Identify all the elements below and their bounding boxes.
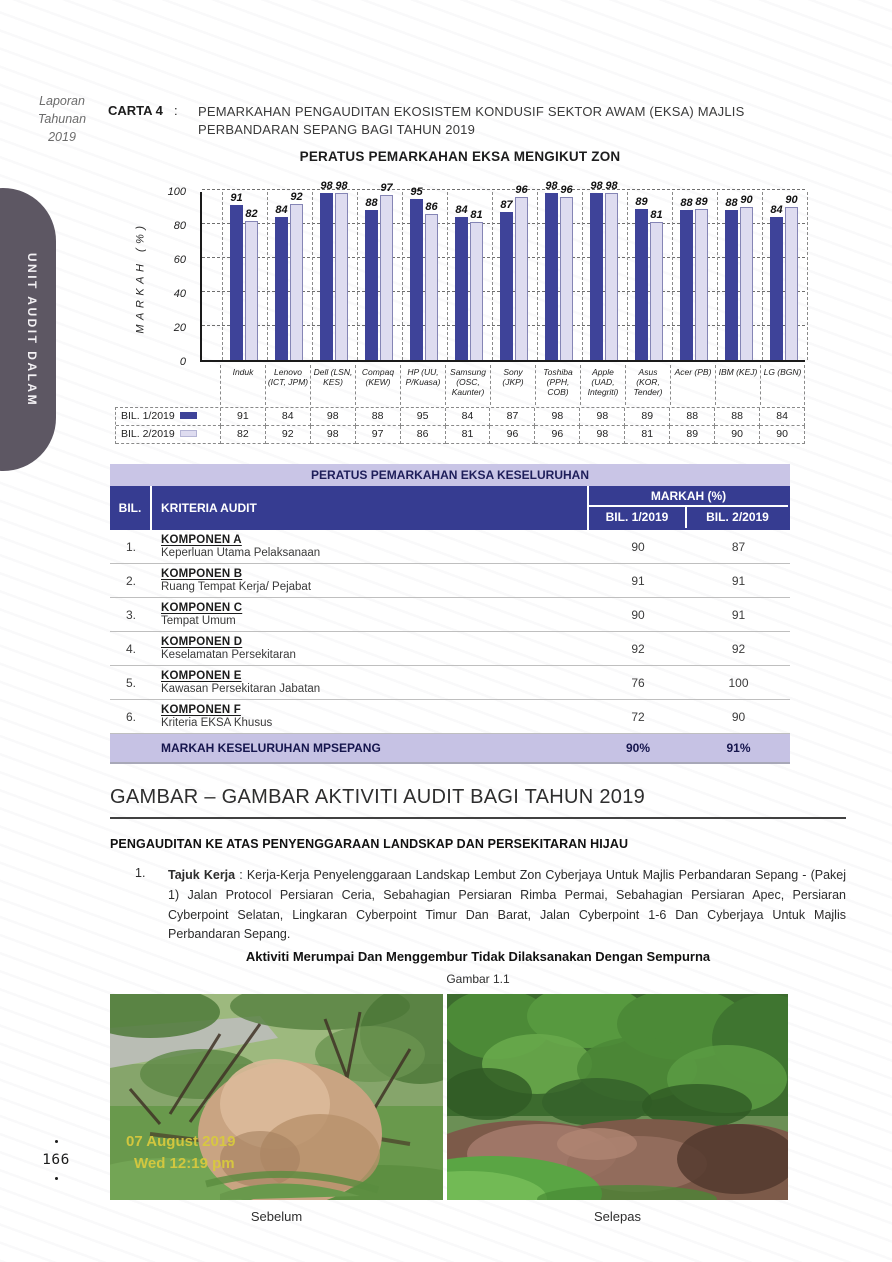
bar-group <box>762 192 807 360</box>
y-tick-label: 100 <box>167 186 186 198</box>
bar-value-label: 96 <box>560 183 573 196</box>
komponen-description: Ruang Tempat Kerja/ Pejabat <box>161 580 312 593</box>
bar-bil2 <box>380 195 393 360</box>
bar-value-label: 92 <box>290 190 303 203</box>
report-meta-line: Tahunan <box>37 112 87 127</box>
y-tick-label: 80 <box>173 220 186 232</box>
row-kriteria <box>152 666 589 699</box>
category-separator <box>807 192 808 360</box>
bar-value-label: 86 <box>425 200 438 213</box>
row-number: 2. <box>125 573 136 588</box>
legend-value-cell: 97 <box>356 426 401 444</box>
table-footer-row <box>110 734 790 764</box>
bar-bil1 <box>455 217 468 360</box>
komponen-title: KOMPONEN E <box>161 669 242 682</box>
chart-y-axis-ticks <box>158 186 192 368</box>
legend-value-cell: 84 <box>266 408 311 426</box>
work-item-number: 1. <box>135 866 146 880</box>
table-col-bil2: BIL. 2/2019 <box>706 510 769 524</box>
report-meta <box>20 92 104 146</box>
legend-value-cell: 98 <box>535 408 580 426</box>
bar-bil1 <box>770 217 783 360</box>
bar-group <box>717 192 762 360</box>
x-axis-category-label: Acer (PB) <box>670 365 715 405</box>
table-col-bil: BIL. <box>110 486 152 530</box>
legend-value-cell: 81 <box>446 426 491 444</box>
bar-bil2 <box>335 193 348 360</box>
legend-swatch-icon <box>180 430 197 437</box>
bil1-value: 90 <box>631 607 645 622</box>
komponen-title: KOMPONEN C <box>161 601 243 614</box>
photo-before-image <box>110 994 443 1200</box>
bar-group <box>627 192 672 360</box>
audit-summary-table <box>110 464 790 764</box>
bar-group <box>402 185 447 360</box>
legend-value-cell: 84 <box>760 408 805 426</box>
work-item-label: Tajuk Kerja <box>168 868 236 882</box>
komponen-description: Kawasan Persekitaran Jabatan <box>161 682 321 695</box>
bar-value-label: 88 <box>365 197 378 210</box>
legend-value-cell: 90 <box>760 426 805 444</box>
legend-value-cell: 88 <box>356 408 401 426</box>
bar-value-label: 90 <box>740 194 753 206</box>
table-subheader-row <box>589 507 788 528</box>
photo-before-caption: Sebelum <box>250 1209 303 1224</box>
bar-value-label: 84 <box>275 204 288 217</box>
bar-group <box>357 182 402 360</box>
bil1-value: 92 <box>631 641 645 656</box>
y-tick-label: 40 <box>173 288 186 300</box>
bar-bil2 <box>605 193 618 360</box>
bar-bil1 <box>500 212 513 360</box>
bar-bil2 <box>290 204 303 360</box>
bar-bil2 <box>470 222 483 360</box>
photo-timestamp-date: 07 August 2019 <box>126 1133 236 1150</box>
photo-after-caption: Selepas <box>594 1209 641 1224</box>
chart-legend-table <box>115 407 805 444</box>
bar-group <box>582 180 627 360</box>
komponen-title: KOMPONEN D <box>161 635 243 648</box>
chart-plot <box>200 180 805 362</box>
row-number: 3. <box>125 607 136 622</box>
bil2-value: 91 <box>731 573 746 588</box>
row-number: 1. <box>125 539 136 554</box>
section-subheading: PENGAUDITAN KE ATAS PENYENGGARAAN LANDSKAP DAN PERSEKITARAN HIJAU <box>110 837 629 851</box>
page-number-block <box>30 1140 82 1180</box>
bar-bil2 <box>560 197 573 360</box>
row-number: 6. <box>125 709 136 724</box>
bar-value-label: 98 <box>605 180 618 193</box>
bar-bil1 <box>365 210 378 360</box>
bil2-value: 100 <box>728 675 749 690</box>
bar-bil2 <box>695 209 708 360</box>
row-number: 5. <box>125 675 136 690</box>
table-row <box>110 530 790 564</box>
bil1-value: 91 <box>631 573 645 588</box>
table-footer-label: MARKAH KESELURUHAN MPSEPANG <box>161 741 381 755</box>
sidebar-tab <box>0 188 56 471</box>
legend-value-cell: 98 <box>311 426 356 444</box>
legend-value-cell: 87 <box>490 408 535 426</box>
y-tick-label: 60 <box>173 254 186 266</box>
legend-value-cell: 98 <box>580 426 625 444</box>
y-tick-label: 0 <box>179 356 186 368</box>
legend-value-cell: 81 <box>625 426 670 444</box>
legend-value-cell: 98 <box>311 408 356 426</box>
bar-value-label: 88 <box>725 197 738 210</box>
bar-bil1 <box>545 193 558 360</box>
bar-bil2 <box>785 207 798 360</box>
legend-value-cell: 82 <box>221 426 266 444</box>
bil2-value: 91 <box>731 607 746 622</box>
bar-value-label: 98 <box>335 180 348 193</box>
bar-group <box>492 183 537 360</box>
report-meta-line: 2019 <box>48 130 76 145</box>
bar-value-label: 89 <box>635 195 648 208</box>
bar-bil2 <box>515 197 528 360</box>
komponen-description: Kriteria EKSA Khusus <box>161 716 273 729</box>
legend-value-cell: 84 <box>446 408 491 426</box>
row-kriteria <box>152 564 589 597</box>
bar-group <box>447 192 492 360</box>
table-header-row <box>110 486 790 530</box>
chart-title: PERATUS PEMARKAHAN EKSA MENGIKUT ZON <box>299 149 621 164</box>
table-row <box>110 700 790 734</box>
x-axis-category-label: Toshiba (PPH, COB) <box>535 365 580 405</box>
bar-value-label: 90 <box>785 194 798 206</box>
legend-value-cell: 88 <box>715 408 760 426</box>
bar-bil1 <box>590 193 603 360</box>
komponen-description: Keselamatan Persekitaran <box>161 648 296 661</box>
bar-value-label: 89 <box>695 195 708 208</box>
row-kriteria <box>152 632 589 665</box>
table-col-bil1: BIL. 1/2019 <box>589 507 687 528</box>
legend-value-cell: 90 <box>715 426 760 444</box>
y-tick-label: 20 <box>173 322 186 334</box>
chart-y-axis-label: MARKAH (%) <box>134 221 147 334</box>
bar-bil1 <box>320 193 333 360</box>
photo-after-image <box>447 994 788 1200</box>
komponen-description: Tempat Umum <box>161 614 236 627</box>
bar-bil1 <box>635 209 648 360</box>
table-row <box>110 598 790 632</box>
chart-x-axis-labels <box>220 365 805 405</box>
legend-series-name: BIL. 2/2019 <box>116 426 221 444</box>
work-item-description: Kerja-Kerja Penyelenggaraan Landskap Lembut Zon Cyberjaya Untuk Majlis Perbandaran Sepang - (Pakej 1) Jalan Protocol Persiaran Ceria, Sebahagian Persiaran Rimba Permai, Sebahagian Persiaran Apec, Persiaran Cyberpoint Selatan, Lingkaran Cyberpoint Timur Dan Barat, Jalan Cyberpoint 1-6 Dan Cyberjaya Untuk Majlis Perbandaran Sepang. <box>168 868 846 942</box>
komponen-title: KOMPONEN B <box>161 567 243 580</box>
legend-value-cell: 95 <box>401 408 446 426</box>
bar-value-label: 81 <box>650 209 663 222</box>
bil1-value: 72 <box>631 709 645 724</box>
bar-value-label: 84 <box>770 204 783 217</box>
table-col-markah: MARKAH (%) <box>589 486 788 507</box>
table-footer-bil2-value: 91% <box>726 741 751 755</box>
table-col-markah-group <box>589 486 788 530</box>
x-axis-category-label: Dell (LSN, KES) <box>310 365 355 405</box>
bar-value-label: 95 <box>410 185 423 198</box>
legend-value-cell: 89 <box>625 408 670 426</box>
figure-label: Gambar 1.1 <box>446 972 510 986</box>
legend-swatch-icon <box>180 412 197 419</box>
bil1-value: 90 <box>631 539 645 554</box>
legend-row <box>116 408 805 426</box>
komponen-description: Keperluan Utama Pelaksanaan <box>161 546 321 559</box>
table-row <box>110 666 790 700</box>
chart-header <box>108 103 853 138</box>
x-axis-category-label: IBM (KEJ) <box>715 365 760 405</box>
bar-value-label: 87 <box>500 199 513 212</box>
bar-bil2 <box>740 207 753 360</box>
audit-table-body <box>110 530 790 734</box>
table-row <box>110 632 790 666</box>
legend-value-cell: 96 <box>490 426 535 444</box>
legend-value-cell: 98 <box>580 408 625 426</box>
chart-header-colon: : <box>174 103 178 118</box>
bar-value-label: 82 <box>245 207 258 220</box>
bar-group <box>267 192 312 360</box>
bar-value-label: 84 <box>455 204 468 217</box>
komponen-title: KOMPONEN F <box>161 703 241 716</box>
row-kriteria <box>152 598 589 631</box>
table-col-kriteria: KRITERIA AUDIT <box>152 486 589 530</box>
legend-series-name: BIL. 1/2019 <box>116 408 221 426</box>
x-axis-category-label: Samsung (OSC, Kaunter) <box>445 365 490 405</box>
bar-bil1 <box>680 210 693 360</box>
bar-value-label: 88 <box>680 197 693 210</box>
row-number: 4. <box>125 641 136 656</box>
legend-value-cell: 96 <box>535 426 580 444</box>
bar-value-label: 98 <box>590 180 603 193</box>
bar-value-label: 96 <box>515 183 528 196</box>
row-kriteria <box>152 700 589 733</box>
section-heading: GAMBAR – GAMBAR AKTIVITI AUDIT BAGI TAHUN 2019 <box>110 786 846 819</box>
dot-ornament <box>55 1177 58 1180</box>
legend-value-cell: 86 <box>401 426 446 444</box>
bar-bil1 <box>410 199 423 361</box>
x-axis-category-label: HP (UU, P/Kuasa) <box>400 365 445 405</box>
photo-pair <box>110 994 788 1200</box>
legend-value-cell: 89 <box>670 426 715 444</box>
page-number: 166 <box>42 1152 70 1168</box>
x-axis-category-label: Compaq (KEW) <box>355 365 400 405</box>
legend-row <box>116 426 805 444</box>
bar-value-label: 98 <box>320 180 333 193</box>
x-axis-category-label: Lenovo (ICT, JPM) <box>265 365 310 405</box>
x-axis-category-label: LG (BGN) <box>760 365 805 405</box>
work-item-text <box>168 866 846 945</box>
activity-caption: Aktiviti Merumpai Dan Menggembur Tidak Dilaksanakan Dengan Sempurna <box>245 949 711 964</box>
chart-number-label: CARTA 4 <box>108 103 163 118</box>
bar-group <box>312 180 357 360</box>
bar-group <box>672 192 717 360</box>
report-meta-line: Laporan <box>39 94 85 108</box>
bar-group <box>537 180 582 360</box>
x-axis-category-label: Asus (KOR, Tender) <box>625 365 670 405</box>
bar-bil2 <box>650 222 663 360</box>
legend-value-cell: 92 <box>266 426 311 444</box>
sidebar-tab-label: UNIT AUDIT DALAM <box>25 252 39 407</box>
chart-header-title: PEMARKAHAN PENGAUDITAN EKOSISTEM KONDUSIF SEKTOR AWAM (EKSA) MAJLIS PERBANDARAN SEPANG BAGI TAHUN 2019 <box>198 104 745 137</box>
komponen-title: KOMPONEN A <box>161 533 242 546</box>
table-title: PERATUS PEMARKAHAN EKSA KESELURUHAN <box>110 464 790 486</box>
bar-value-label: 81 <box>470 209 483 222</box>
bar-value-label: 97 <box>380 182 393 195</box>
bar-value-label: 91 <box>230 192 243 205</box>
work-item-separator: : <box>235 868 247 882</box>
table-row <box>110 564 790 598</box>
bar-bil2 <box>245 221 258 360</box>
bar-bil2 <box>425 214 438 360</box>
bil2-value: 87 <box>731 539 746 554</box>
x-axis-category-label: Induk <box>220 365 265 405</box>
row-kriteria <box>152 530 589 563</box>
x-axis-category-label: Apple (UAD, Integriti) <box>580 365 625 405</box>
dot-ornament <box>55 1140 58 1143</box>
photo-timestamp-time: Wed 12:19 pm <box>134 1155 235 1172</box>
bil2-value: 92 <box>731 641 746 656</box>
bar-bil1 <box>275 217 288 360</box>
legend-value-cell: 91 <box>221 408 266 426</box>
bil2-value: 90 <box>731 709 746 724</box>
bar-value-label: 98 <box>545 180 558 193</box>
table-footer-bil1-value: 90% <box>625 741 651 755</box>
legend-value-cell: 88 <box>670 408 715 426</box>
bil1-value: 76 <box>631 675 645 690</box>
bar-group <box>222 192 267 360</box>
x-axis-category-label: Sony (JKP) <box>490 365 535 405</box>
bar-bil1 <box>725 210 738 360</box>
bar-bil1 <box>230 205 243 360</box>
work-item <box>135 866 846 945</box>
